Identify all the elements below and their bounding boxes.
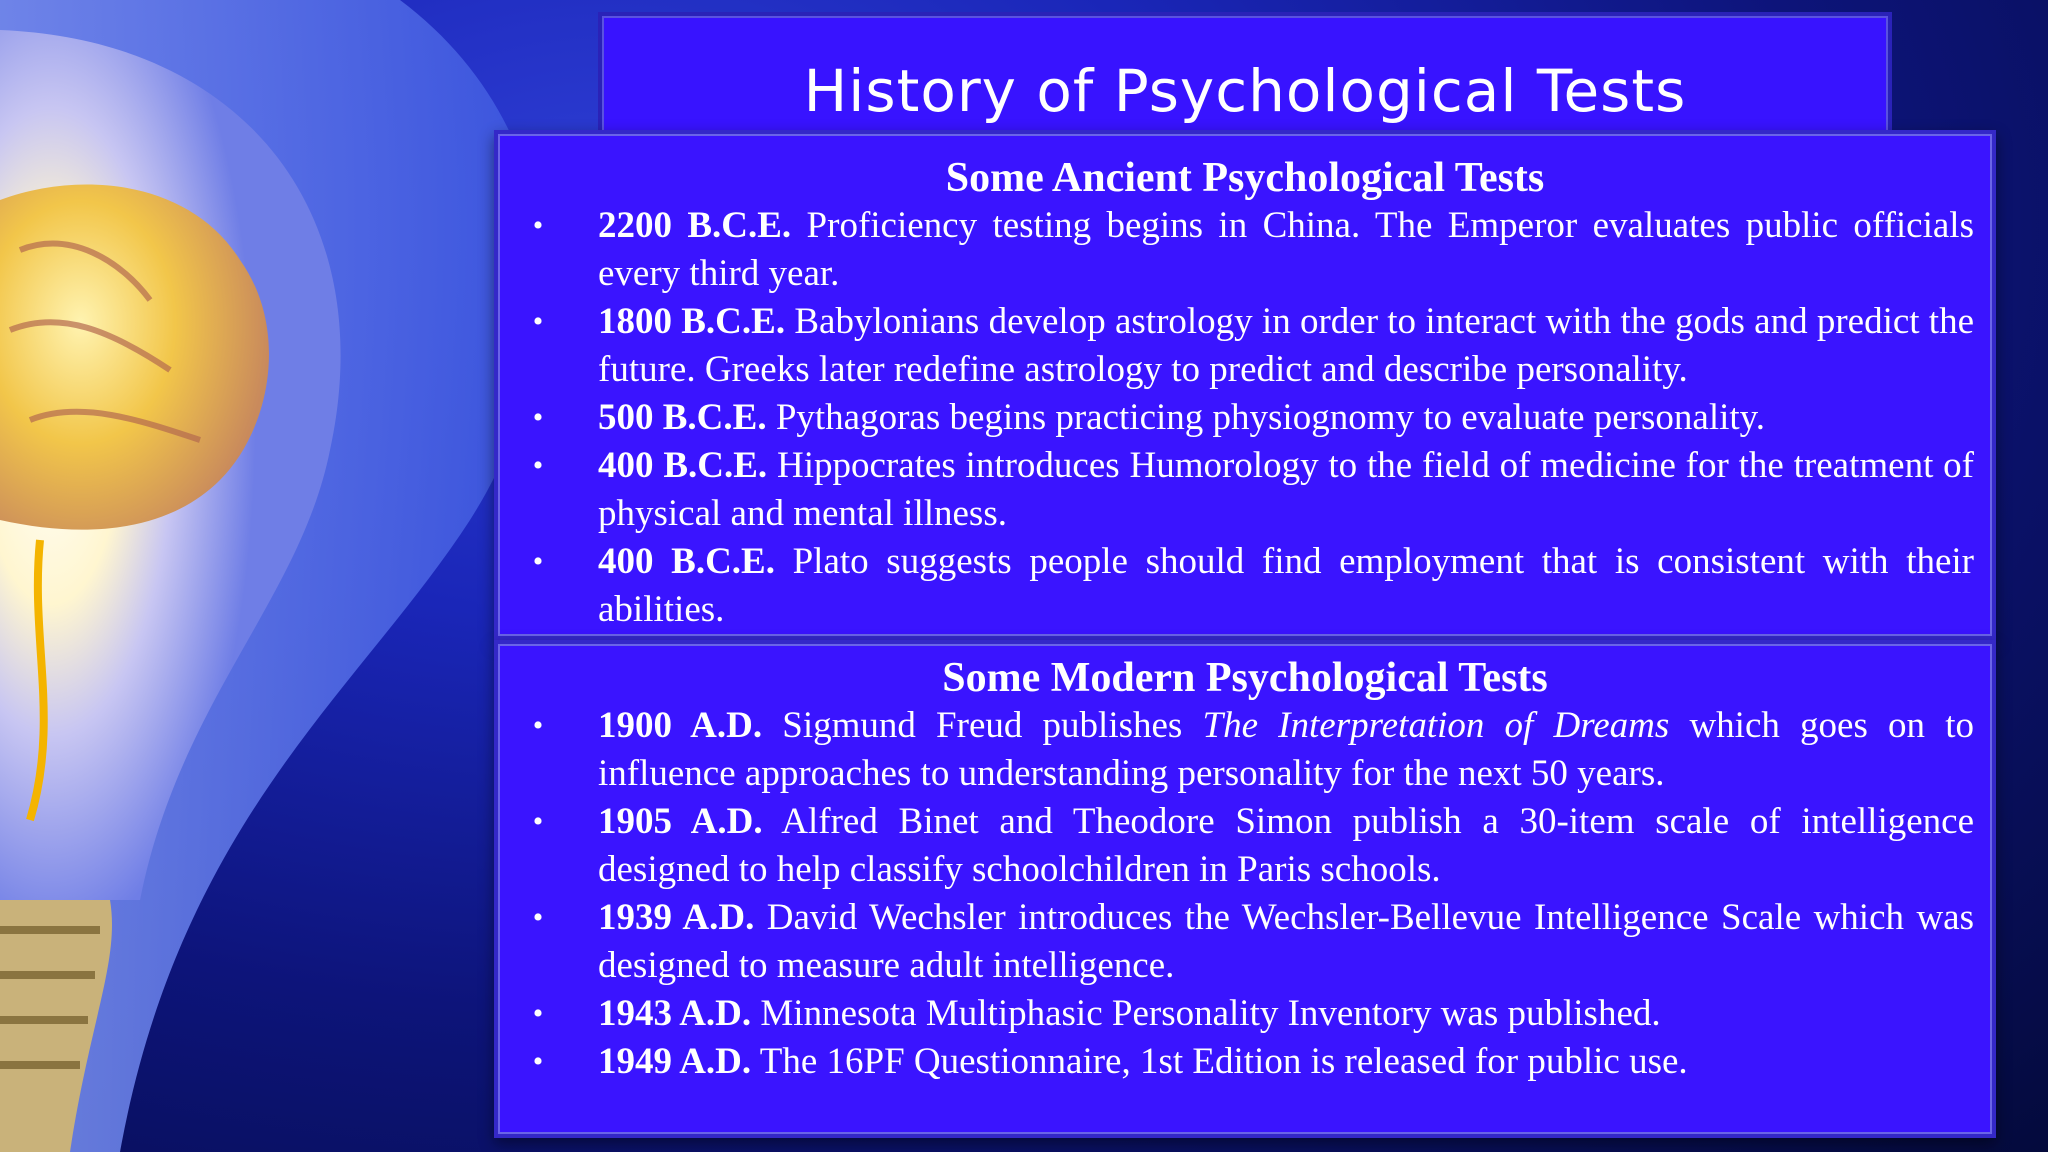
bullet-icon: •: [532, 305, 544, 338]
list-item: [498, 1038, 1992, 1086]
bullet-icon: •: [532, 901, 544, 934]
list-item: [498, 442, 1992, 538]
list-item: [498, 798, 1992, 894]
ancient-tests-panel: [494, 130, 1996, 640]
title-box: [598, 12, 1892, 140]
slide-title: History of Psychological Tests: [803, 57, 1687, 125]
item-date: 500 B.C.E.: [598, 397, 767, 438]
item-text: David Wechsler introduces the Wechsler-Bellevue Intelligence Scale which was designed to measure adult intelligence.: [598, 897, 1974, 986]
item-text: Proficiency testing begins in China. The Emperor evaluates public officials every third year.: [598, 205, 1974, 294]
list-item: [498, 202, 1992, 298]
modern-list: [498, 702, 1992, 1086]
item-date: 1943 A.D.: [598, 993, 752, 1034]
bullet-icon: •: [532, 709, 544, 742]
list-item: [498, 894, 1992, 990]
item-date: 400 B.C.E.: [598, 445, 768, 486]
item-date: 1949 A.D.: [598, 1041, 752, 1082]
item-text: Minnesota Multiphasic Personality Inventory was published.: [751, 993, 1661, 1034]
item-text: Plato suggests people should find employment that is consistent with their abilities.: [598, 541, 1974, 630]
item-text: Babylonians develop astrology in order to interact with the gods and predict the future. Greeks later redefine astrology to predict and describe personality.: [598, 301, 1975, 390]
item-date: 2200 B.C.E.: [598, 205, 792, 246]
item-date: 1800 B.C.E.: [598, 301, 786, 342]
book-title: The Interpretation of Dreams: [1202, 705, 1670, 746]
item-text: Hippocrates introduces Humorology to the field of medicine for the treatment of physical and mental illness.: [598, 445, 1974, 534]
ancient-list: [498, 202, 1992, 634]
list-item: [498, 298, 1992, 394]
bullet-icon: •: [532, 401, 544, 434]
item-text: which goes on to influence approaches to understanding personality for the next 50 years.: [598, 705, 1974, 794]
item-text: The 16PF Questionnaire, 1st Edition is released for public use.: [751, 1041, 1688, 1082]
item-text: Alfred Binet and Theodore Simon publish a 30-item scale of intelligence designed to help classify schoolchildren in Paris schools.: [598, 801, 1974, 890]
bullet-icon: •: [532, 805, 544, 838]
item-date: 400 B.C.E.: [598, 541, 775, 582]
modern-tests-panel: [494, 640, 1996, 1138]
list-item: [498, 394, 1992, 442]
item-text: Pythagoras begins practicing physiognomy to evaluate personality.: [766, 397, 1766, 438]
list-item: [498, 990, 1992, 1038]
bullet-icon: •: [532, 997, 544, 1030]
bullet-icon: •: [532, 1045, 544, 1078]
list-item: [498, 538, 1992, 634]
list-item: [498, 702, 1992, 798]
item-text-pre: Sigmund Freud publishes: [762, 705, 1203, 746]
ancient-heading: Some Ancient Psychological Tests: [945, 155, 1545, 201]
bullet-icon: •: [532, 209, 544, 242]
item-date: 1939 A.D.: [598, 897, 755, 938]
bullet-icon: •: [532, 449, 544, 482]
item-date: 1900 A.D.: [598, 705, 763, 746]
item-date: 1905 A.D.: [598, 801, 763, 842]
modern-heading: Some Modern Psychological Tests: [942, 655, 1548, 701]
bullet-icon: •: [532, 545, 544, 578]
